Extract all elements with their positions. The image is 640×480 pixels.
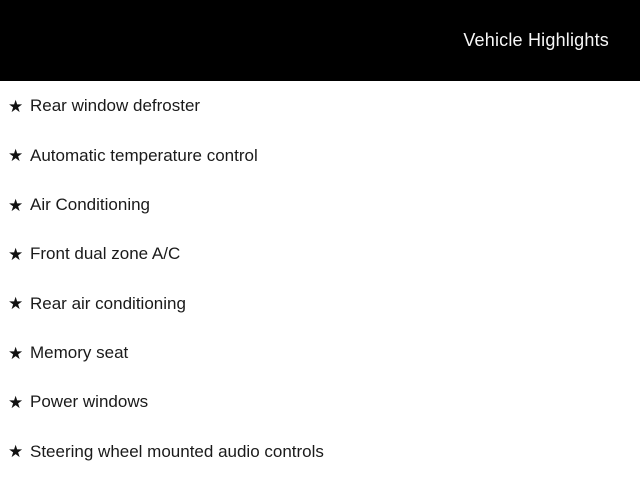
list-item xyxy=(0,230,640,279)
star-icon: ★ xyxy=(8,343,24,363)
list-item xyxy=(0,131,640,180)
star-icon: ★ xyxy=(8,392,24,412)
highlight-label: Rear air conditioning xyxy=(30,293,186,313)
star-icon: ★ xyxy=(8,146,24,166)
list-item xyxy=(0,427,640,476)
list-item xyxy=(0,279,640,328)
highlight-label: Front dual zone A/C xyxy=(30,244,181,264)
star-icon: ★ xyxy=(8,245,24,265)
list-item xyxy=(0,328,640,377)
star-icon: ★ xyxy=(8,195,24,215)
highlight-label: Air Conditioning xyxy=(30,195,151,215)
header-bar xyxy=(0,0,640,81)
star-icon: ★ xyxy=(8,97,24,117)
highlight-label: Steering wheel mounted audio controls xyxy=(30,441,324,461)
page-title: Vehicle Highlights xyxy=(463,30,609,50)
star-icon: ★ xyxy=(8,294,24,314)
highlight-label: Automatic temperature control xyxy=(30,145,258,165)
star-icon: ★ xyxy=(8,442,24,462)
list-item xyxy=(0,378,640,427)
list-item xyxy=(0,181,640,230)
highlight-label: Power windows xyxy=(30,392,149,412)
list-item xyxy=(0,82,640,131)
highlights-list xyxy=(0,81,640,476)
highlight-label: Memory seat xyxy=(30,342,129,362)
highlight-label: Rear window defroster xyxy=(30,96,201,116)
